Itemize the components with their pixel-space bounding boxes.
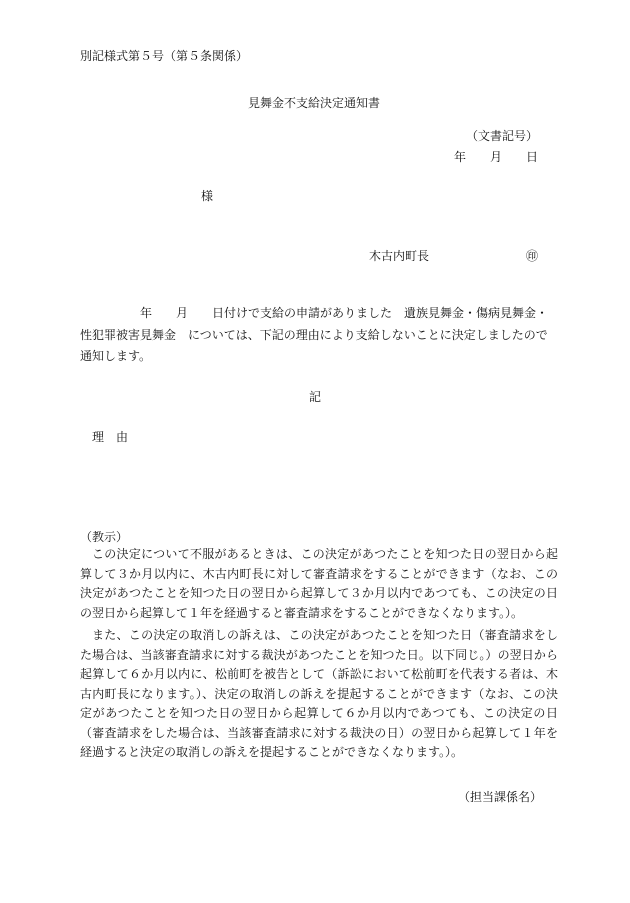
notice-paragraph-1: この決定について不服があるときは、この決定があつたことを知つた日の翌日から起算して３か月以内に、木古内町長に対して審査請求をすることができます（なお、この決定があつたことを知つた日の翌日から起算して３か月以内であつても、この決定の日の翌日から起算して１年を経過すると審査請求をすることができなくなります。）。: [80, 547, 558, 620]
document-title: 見舞金不支給決定通知書: [248, 96, 381, 110]
addressee-suffix: 様: [201, 189, 214, 203]
notice-paragraph-2: また、この決定の取消しの訴えは、この決定があつたことを知つた日（審査請求をした場合は、当該審査請求に対する裁決があつたことを知つた日。以下同じ。）の翌日から起算して６か月以内に、松前町を被告として（訴訟において松前町を代表する者は、木古内町長になります。）、決定の取消しの訴えを提起することができます（なお、この決定があつたことを知つた日の翌日から起算して６か月以内であつても、この決定の日（審査請求をした場合は、当該審査請求に対する裁決の日）の翌日から起算して１年を経過すると決定の取消しの訴えを提起することができなくなります。）。: [80, 628, 558, 759]
ki-heading: 記: [309, 390, 322, 404]
department-name: （担当課係名）: [458, 790, 543, 804]
issue-date: 年 月 日: [454, 150, 539, 164]
notice-heading: （教示）: [80, 530, 129, 544]
body-line-2: 性犯罪被害見舞金 については、下記の理由により支給しないことに決定しましたので: [80, 328, 548, 342]
reason-label: 理 由: [92, 430, 129, 444]
seal-mark: ㊞: [526, 249, 539, 263]
sender-name: 木古内町長: [369, 249, 430, 263]
form-number: 別記様式第５号（第５条関係）: [80, 49, 249, 63]
body-line-3: 通知します。: [80, 349, 152, 363]
document-number: （文書記号）: [466, 129, 539, 143]
body-line-1: 年 月 日付けで支給の申請がありました 遺族見舞金・傷病見舞金・: [140, 306, 549, 320]
